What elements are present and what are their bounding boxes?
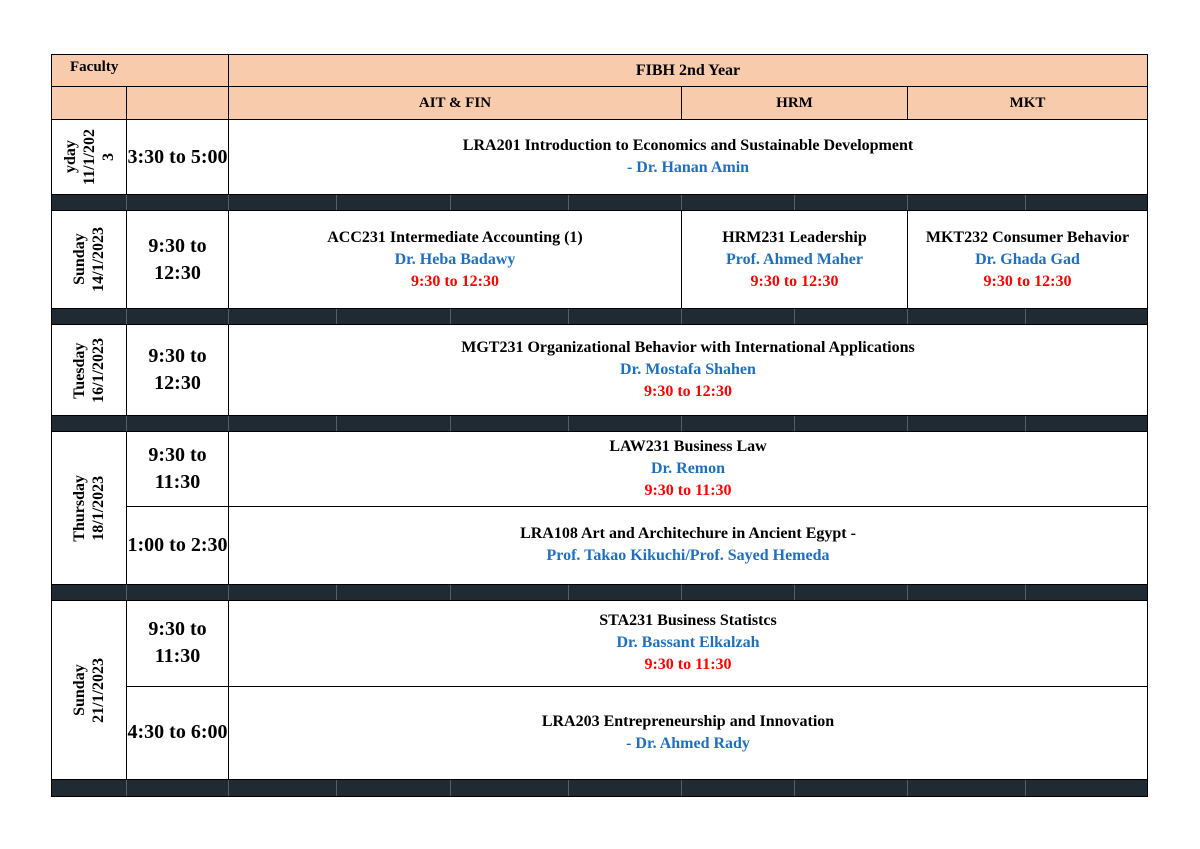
program-ait-fin: AIT & FIN: [229, 87, 682, 119]
program-mkt: MKT: [1009, 94, 1046, 111]
course-title: LRA203 Entrepreneurship and Innovation: [541, 712, 835, 730]
instructor: Dr. Mostafa Shahen: [620, 361, 756, 378]
course-title: ACC231 Intermediate Accounting (1): [327, 228, 583, 246]
slot-row: [127, 687, 1147, 779]
instructor: - Dr. Ahmed Rady: [626, 734, 750, 752]
separator-row: [52, 585, 1147, 601]
instructor: Dr. Bassant Elkalzah: [616, 634, 760, 652]
separator-row: [52, 309, 1147, 325]
day-label: yday 11/1/202 3: [61, 128, 117, 185]
instructor: Prof. Takao Kikuchi/Prof. Sayed Hemeda: [546, 547, 830, 565]
exam-cell-hrm: [682, 211, 908, 308]
slot-row: [127, 507, 1147, 584]
day-row: [52, 120, 1147, 195]
slot-row: [127, 601, 1147, 687]
time-slot: 9:30 to 12:30: [127, 211, 229, 308]
instructor: Dr. Remon: [650, 459, 726, 477]
course-title: STA231 Business Statistcs: [599, 612, 777, 630]
instructor: Dr. Heba Badawy: [394, 250, 516, 268]
exam-cell: [229, 120, 1147, 194]
time-slot: 4:30 to 6:00: [127, 687, 229, 779]
day-row: [52, 601, 1147, 780]
exam-cell: [229, 687, 1147, 779]
separator-row: [52, 780, 1147, 796]
instructor: Dr. Ghada Gad: [975, 250, 1080, 268]
instructor: - Dr. Hanan Amin: [626, 159, 750, 176]
exam-time: 9:30 to 11:30: [644, 656, 732, 674]
slot-row: [127, 432, 1147, 507]
day-row: [52, 211, 1147, 309]
instructor: Prof. Ahmed Maher: [725, 250, 863, 268]
exam-time: 9:30 to 12:30: [750, 272, 839, 290]
course-title: LRA201 Introduction to Economics and Sustainable Development: [462, 137, 914, 154]
day-label: Sunday 21/1/2023: [71, 657, 107, 723]
time-slot: 9:30 to 11:30: [127, 432, 229, 506]
exam-cell: [229, 507, 1147, 584]
exam-time: 9:30 to 11:30: [644, 481, 732, 499]
program-hrm: HRM: [682, 87, 908, 119]
faculty-label: Faculty: [52, 55, 229, 86]
course-title: HRM231 Leadership: [722, 228, 867, 246]
exam-cell: [229, 432, 1147, 506]
year-title: FIBH 2nd Year: [635, 61, 741, 79]
exam-cell-mkt: [908, 211, 1147, 308]
course-title: MKT232 Consumer Behavior: [925, 228, 1130, 246]
exam-time: 9:30 to 12:30: [983, 272, 1072, 290]
time-slot: 3:30 to 5:00: [127, 120, 229, 194]
exam-cell: [229, 601, 1147, 686]
exam-time: 9:30 to 12:30: [644, 383, 732, 400]
day-label: Tuesday 16/1/2023: [71, 337, 107, 403]
day-label: Thursday 18/1/2023: [71, 474, 107, 542]
header-row: [52, 55, 1147, 87]
program-header-row: [52, 87, 1147, 120]
exam-cell: [229, 325, 1147, 415]
time-slot: 9:30 to 11:30: [127, 601, 229, 686]
day-row: [52, 325, 1147, 416]
day-label: Sunday 14/1/2023: [71, 227, 107, 292]
separator-row: [52, 195, 1147, 211]
exam-time: 9:30 to 12:30: [411, 272, 499, 290]
exam-schedule-table: [51, 54, 1148, 797]
course-title: LRA108 Art and Architechure in Ancient Egypt -: [520, 525, 856, 543]
time-slot: 1:00 to 2:30: [127, 507, 229, 584]
separator-row: [52, 416, 1147, 432]
course-title: MGT231 Organizational Behavior with International Applications: [461, 339, 915, 356]
exam-cell-ait-fin: [229, 211, 682, 308]
course-title: LAW231 Business Law: [609, 437, 767, 455]
time-slot: 9:30 to 12:30: [127, 325, 229, 415]
day-row: [52, 432, 1147, 585]
